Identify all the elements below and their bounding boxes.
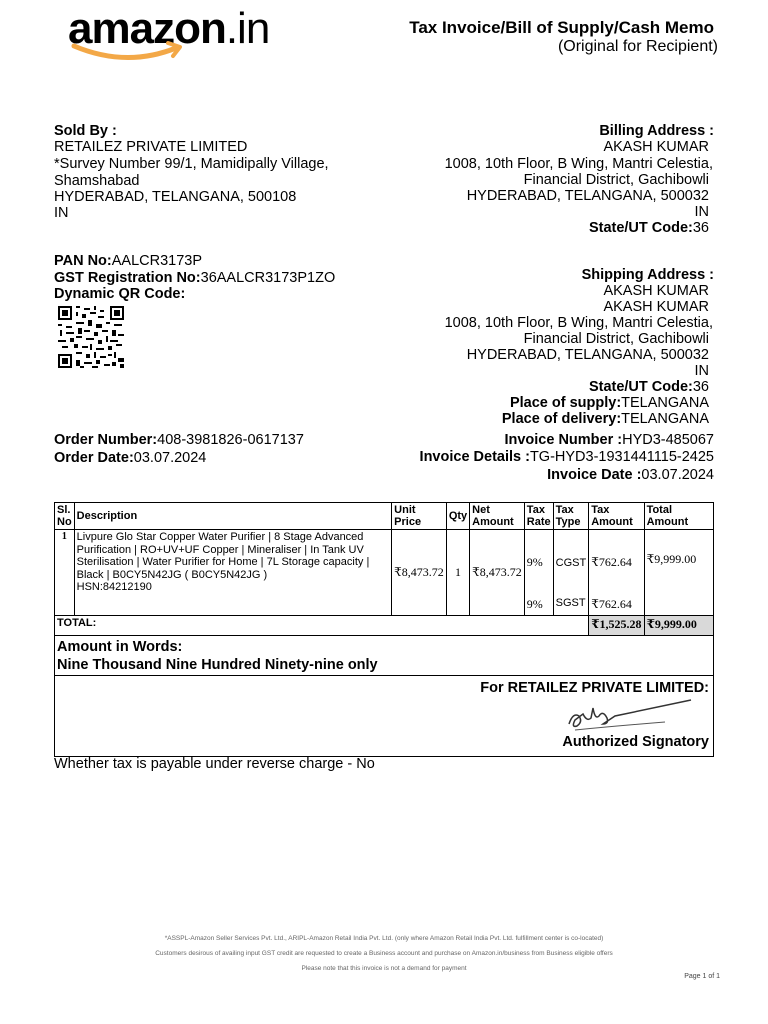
row-tax-rate-2: 9% — [524, 596, 553, 616]
shipping-name2: AKASH KUMAR — [603, 299, 709, 315]
order-date-value: 03.07.2024 — [133, 450, 207, 466]
qr-label: Dynamic QR Code: — [54, 286, 186, 302]
authorized-signatory-label: Authorized Signatory — [562, 734, 709, 750]
order-number-row — [54, 432, 304, 448]
row-net-amount: ₹8,473.72 — [470, 530, 525, 616]
row-hsn: HSN:84212190 — [76, 581, 152, 593]
seller-name: RETAILEZ PRIVATE LIMITED — [54, 139, 248, 155]
billing-state-value: 36 — [692, 220, 709, 236]
total-label: TOTAL: — [55, 616, 589, 636]
header-tax-type: Tax Type — [553, 503, 589, 530]
pan-label: PAN No: — [54, 253, 112, 269]
total-amount: ₹9,999.00 — [644, 616, 713, 636]
footer-line3: Please note that this invoice is not a demand for payment — [301, 965, 467, 972]
signature-icon — [545, 696, 695, 734]
signatory-box — [54, 675, 714, 757]
shipping-line2: Financial District, Gachibowli — [523, 331, 709, 347]
header-qty: Qty — [446, 503, 469, 530]
pan-value: AALCR3173P — [111, 253, 203, 269]
table-row — [55, 530, 714, 596]
row-tax-amount-2: ₹762.64 — [589, 596, 644, 616]
logo-text-main: amazon — [68, 4, 226, 53]
header-description: Description — [74, 503, 392, 530]
pan-row — [54, 253, 202, 269]
place-of-supply-label: Place of supply: — [509, 395, 622, 411]
header-tax-amount: Tax Amount — [589, 503, 644, 530]
invoice-details-label: Invoice Details : — [419, 449, 530, 465]
amount-words-value: Nine Thousand Nine Hundred Ninety-nine only — [57, 657, 378, 673]
invoice-number-label: Invoice Number : — [504, 432, 623, 448]
for-company-label: For RETAILEZ PRIVATE LIMITED: — [480, 680, 709, 696]
items-table — [54, 502, 714, 636]
billing-label: Billing Address : — [599, 123, 714, 139]
row-sl: 1 — [55, 530, 75, 616]
invoice-details-row — [420, 449, 714, 465]
shipping-state-row — [589, 379, 709, 395]
row-tax-type-1: CGST — [553, 530, 589, 596]
header-net-amount: Net Amount — [470, 503, 525, 530]
header-unit-price: Unit Price — [392, 503, 447, 530]
order-date-row — [54, 450, 206, 466]
gst-label: GST Registration No: — [54, 270, 201, 286]
reverse-charge-note: Whether tax is payable under reverse charge - No — [54, 756, 375, 772]
order-date-label: Order Date: — [54, 450, 134, 466]
gst-row — [54, 270, 335, 286]
place-of-delivery-value: TELANGANA — [621, 411, 709, 427]
row-description-cell — [74, 530, 392, 616]
amount-words-label: Amount in Words: — [57, 639, 183, 655]
footer-line2: Customers desirous of availing input GST credit are requested to create a Business account and purchase on Amazon.in/business from Business eligible offers — [155, 950, 613, 957]
header-sl: Sl. No — [55, 503, 75, 530]
invoice-date-value: 03.07.2024 — [641, 467, 714, 483]
header-total-amount: Total Amount — [644, 503, 713, 530]
shipping-line3: HYDERABAD, TELANGANA, 500032 — [466, 347, 709, 363]
invoice-title: Tax Invoice/Bill of Supply/Cash Memo — [409, 18, 714, 37]
billing-line2: Financial District, Gachibowli — [523, 172, 709, 188]
sold-by-label: Sold By : — [54, 123, 117, 139]
row-unit-price: ₹8,473.72 — [392, 530, 447, 616]
seller-address-line1: *Survey Number 99/1, Mamidipally Village, — [54, 156, 329, 172]
place-of-supply-value: TELANGANA — [621, 395, 709, 411]
billing-line3: HYDERABAD, TELANGANA, 500032 — [466, 188, 709, 204]
table-header-row — [55, 503, 714, 530]
table-total-row — [55, 616, 714, 636]
seller-address-line2: Shamshabad — [54, 173, 140, 189]
order-number-label: Order Number: — [54, 432, 158, 448]
place-of-delivery-label: Place of delivery: — [501, 411, 622, 427]
shipping-state-label: State/UT Code: — [588, 379, 693, 395]
invoice-date-row — [547, 467, 714, 483]
row-qty: 1 — [446, 530, 469, 616]
seller-address-line4: IN — [54, 205, 69, 221]
billing-line4: IN — [694, 204, 709, 220]
page-number: Page 1 of 1 — [684, 973, 720, 980]
logo-text-suffix: .in — [225, 4, 270, 53]
place-of-delivery-row — [502, 411, 709, 427]
shipping-line1: 1008, 10th Floor, B Wing, Mantri Celestia, — [444, 315, 713, 331]
footer-line1: *ASSPL-Amazon Seller Services Pvt. Ltd., ARIPL-Amazon Retail India Pvt. Ltd. (only where Amazon Retail India Pvt. Ltd. fulfillment center is co-located) — [164, 935, 604, 942]
shipping-line4: IN — [694, 363, 709, 379]
invoice-details-value: TG-HYD3-1931441115-2425 — [529, 449, 714, 465]
amazon-logo — [68, 4, 278, 74]
invoice-date-label: Invoice Date : — [547, 467, 642, 483]
row-tax-rate-1: 9% — [524, 530, 553, 596]
billing-line1: 1008, 10th Floor, B Wing, Mantri Celestia, — [444, 156, 713, 172]
row-total-amount — [644, 530, 713, 616]
header-tax-rate: Tax Rate — [524, 503, 553, 530]
shipping-state-value: 36 — [692, 379, 709, 395]
gst-value: 36AALCR3173P1ZO — [200, 270, 336, 286]
row-total-amount-value: ₹9,999.00 — [646, 552, 697, 566]
amount-in-words-box — [54, 636, 714, 676]
billing-state-row — [589, 220, 709, 236]
place-of-supply-row — [510, 395, 709, 411]
row-description: Livpure Glo Star Copper Water Purifier | 8 Stage Advanced Purification | RO+UV+UF Copper | Mineraliser | In Tank UV Sterilisation | Water Purifier for Home | 7L Storage capacity | Black | B0CY5N42JG ( B0CY5N42JG ) — [76, 531, 370, 581]
invoice-number-row — [504, 432, 714, 448]
logo-smile-icon — [70, 40, 190, 64]
row-tax-amount-1: ₹762.64 — [589, 530, 644, 596]
order-number-value: 408-3981826-0617137 — [157, 432, 304, 448]
seller-address-line3: HYDERABAD, TELANGANA, 500108 — [54, 189, 297, 205]
billing-state-label: State/UT Code: — [588, 220, 693, 236]
shipping-name1: AKASH KUMAR — [603, 283, 709, 299]
billing-name: AKASH KUMAR — [603, 139, 709, 155]
invoice-number-value: HYD3-485067 — [622, 432, 714, 448]
shipping-label: Shipping Address : — [581, 267, 714, 283]
invoice-subtitle: (Original for Recipient) — [557, 38, 718, 55]
qr-code-icon — [58, 306, 124, 368]
total-tax: ₹1,525.28 — [589, 616, 644, 636]
row-tax-type-2: SGST — [553, 596, 589, 616]
